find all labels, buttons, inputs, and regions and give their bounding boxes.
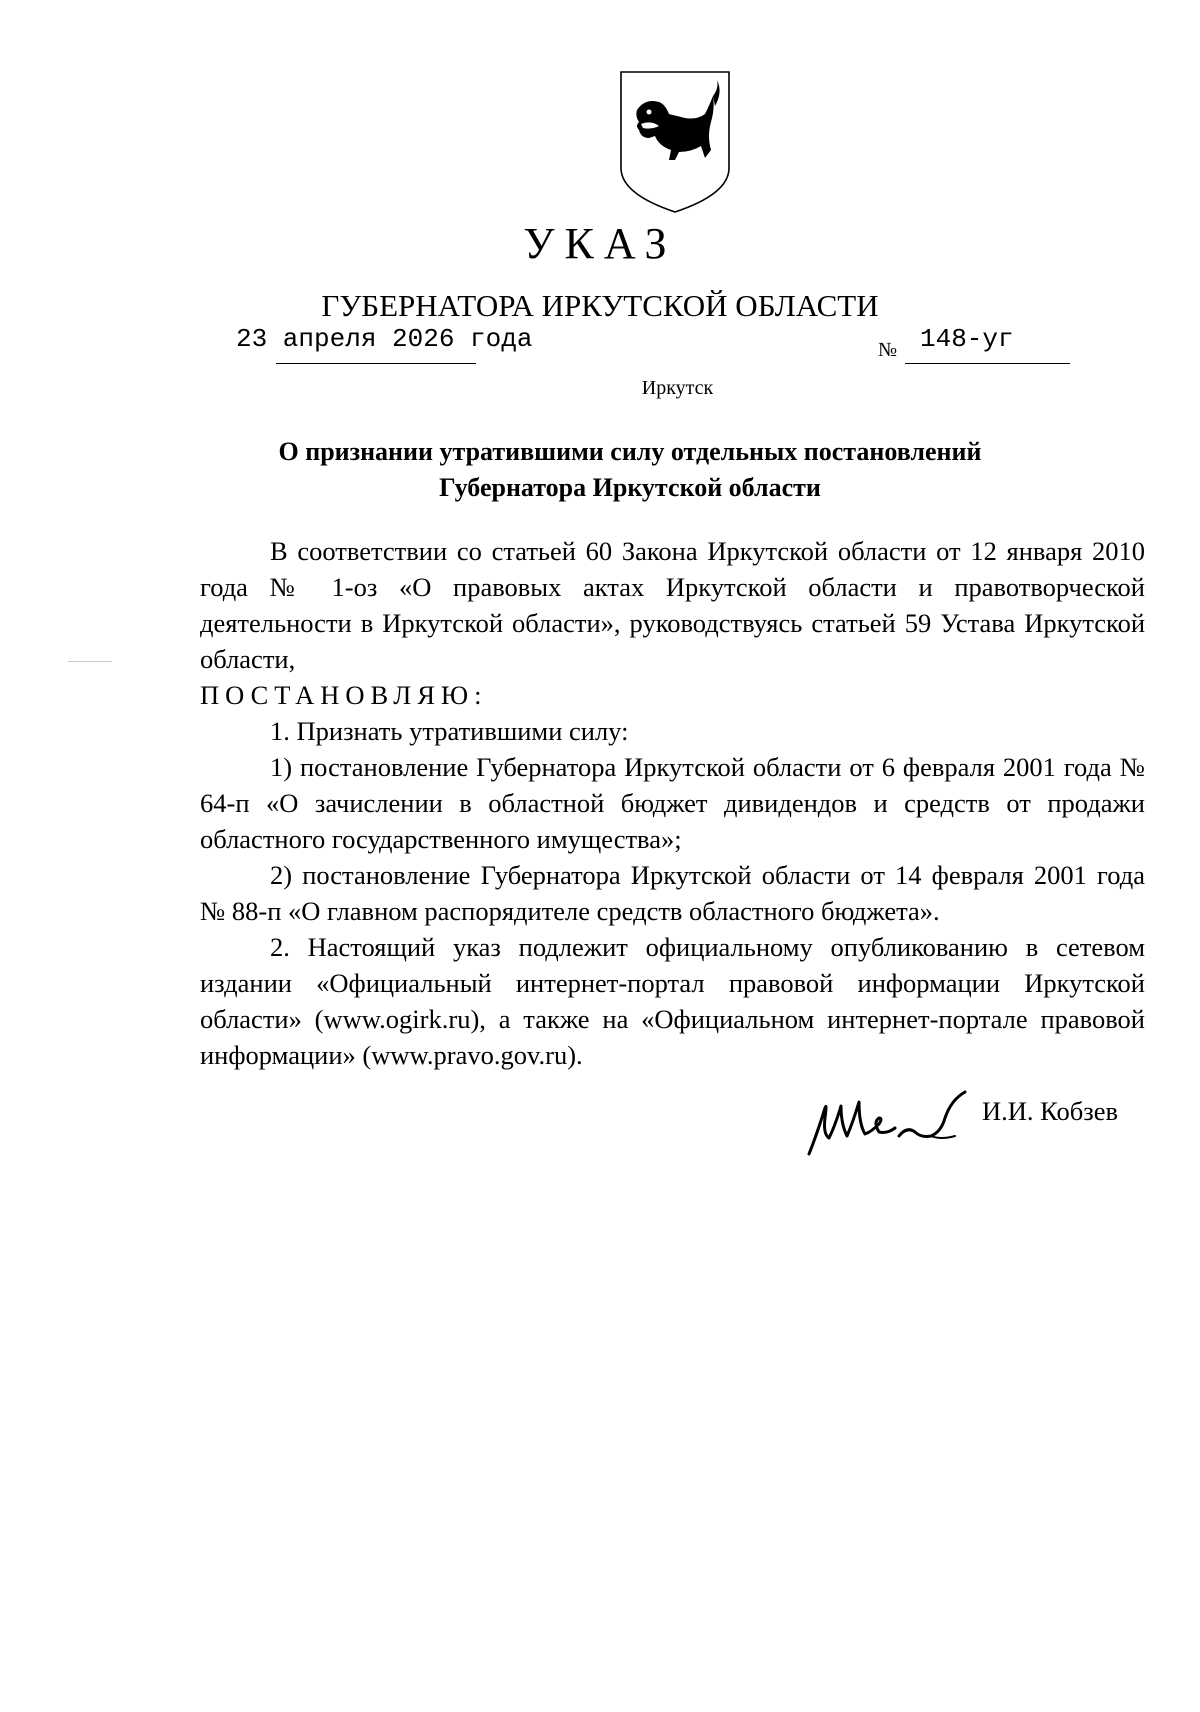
- signature-block: [795, 1078, 1165, 1158]
- resolve-word: ПОСТАНОВЛЯЮ:: [200, 680, 488, 710]
- decree-issuer: ГУБЕРНАТОРА ИРКУТСКОЙ ОБЛАСТИ: [321, 288, 879, 323]
- item-1-2: 2) постановление Губернатора Иркутской области от 14 февраля 2001 года № 88-п «О главном распорядителе средств областного бюджета».: [200, 860, 1145, 926]
- signature-icon: [795, 1078, 985, 1158]
- heading-line-2: Губернатора Иркутской области: [439, 473, 821, 502]
- number-sign: №: [878, 339, 898, 361]
- decree-title: УКАЗ: [523, 219, 677, 268]
- margin-mark: [68, 661, 112, 662]
- heading-line-1: О признании утратившими силу отдельных постановлений: [278, 437, 982, 466]
- item-1: 1. Признать утратившими силу:: [270, 716, 629, 746]
- item-1-1: 1) постановление Губернатора Иркутской области от 6 февраля 2001 года № 64-п «О зачислении в областной бюджет дивидендов и средств от продажи областного государственного имущества»;: [200, 752, 1145, 854]
- decree-date: 23 апреля 2026 года: [236, 324, 533, 354]
- item-2: 2. Настоящий указ подлежит официальному опубликованию в сетевом издании «Официальный интернет-портал правовой информации Иркутской области» (www.ogirk.ru), а также на «Официальном интернет-портале правовой информации» (www.pravo.gov.ru).: [200, 932, 1145, 1070]
- decree-body: [200, 533, 1145, 1073]
- coat-of-arms-icon: [615, 66, 735, 216]
- decree-number: 148-уг: [920, 324, 1014, 354]
- decree-heading: [200, 434, 1060, 506]
- preamble-paragraph: В соответствии со статьей 60 Закона Иркутской области от 12 января 2010 года № 1-оз «О правовых актах Иркутской области и правотворческой деятельности в Иркутской области», руководствуясь статьей 59 Устава Иркутской области,: [200, 536, 1145, 674]
- place-of-issue: Иркутск: [641, 377, 714, 399]
- signer-name: И.И. Кобзев: [982, 1096, 1118, 1126]
